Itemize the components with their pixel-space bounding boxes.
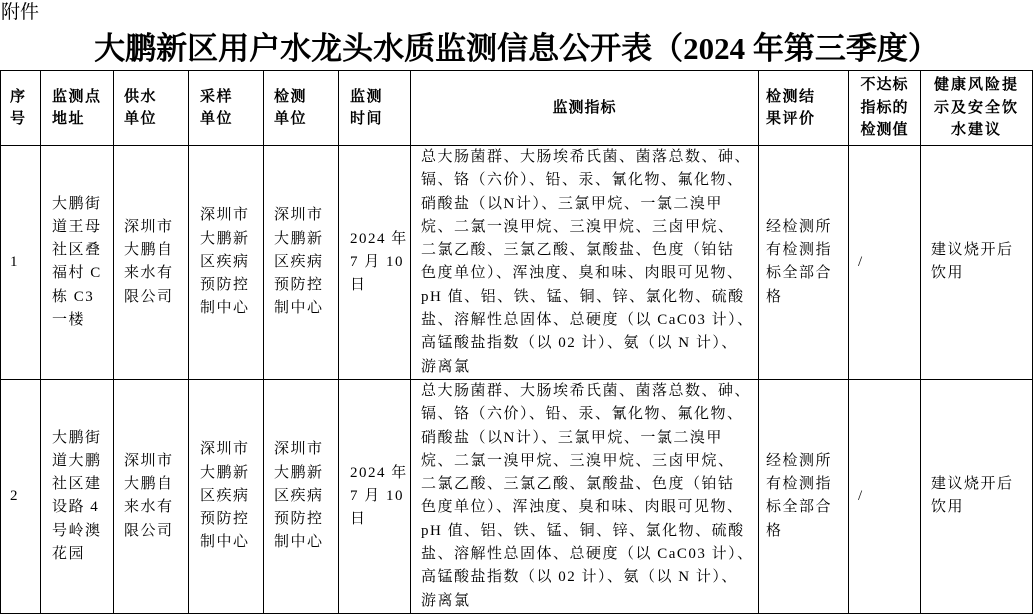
header-evaluation xyxy=(759,71,849,146)
text-line: 2024 年 xyxy=(350,464,408,481)
header-seq xyxy=(1,71,41,146)
header-line: 指标的 xyxy=(860,99,909,116)
text-line: 饮用 xyxy=(931,265,965,282)
table-row xyxy=(1,379,1033,613)
text-line: 总大肠菌群、大肠埃希氏菌、菌落总数、砷、 xyxy=(421,149,752,165)
text-line: 限公司 xyxy=(124,288,174,305)
cell-evaluation xyxy=(759,379,849,613)
text-line: 预防控 xyxy=(274,277,324,294)
cell-supplier xyxy=(114,379,189,613)
text-line: 深圳市 xyxy=(200,441,250,458)
text-line: 有检测指 xyxy=(766,242,833,259)
header-testing-unit xyxy=(264,71,339,146)
header-line: 监测指标 xyxy=(552,99,617,116)
header-line: 检测 xyxy=(274,88,308,105)
page-title: 大鹏新区用户水龙头水质监测信息公开表（2024 年第三季度） xyxy=(94,31,939,66)
text-line: 日 xyxy=(350,277,367,294)
cell-health-advice xyxy=(921,379,1033,613)
cell-sampling-unit xyxy=(189,379,264,613)
text-line: / xyxy=(858,487,864,504)
table-row xyxy=(1,146,1033,380)
cell-date xyxy=(339,146,411,380)
header-line: 检测结 xyxy=(766,88,816,105)
text-line: 大鹏街 xyxy=(52,195,102,212)
header-line: 果评价 xyxy=(766,111,816,127)
text-line: 区疾病 xyxy=(274,487,324,504)
water-quality-table xyxy=(0,70,1033,614)
text-line: 道大鹏 xyxy=(52,452,102,469)
cell-address xyxy=(41,146,114,380)
text-line: 制中心 xyxy=(200,300,250,317)
text-line: 镉、铬（六价）、铅、汞、氰化物、氟化物、 xyxy=(421,406,744,423)
text-line: 硝酸盐（以N计）、三氯甲烷、一氯二溴甲 xyxy=(421,429,723,446)
text-line: 大鹏自 xyxy=(124,476,174,493)
cell-date xyxy=(339,379,411,613)
text-line: 花园 xyxy=(52,546,86,563)
text-line: 建议烧开后 xyxy=(931,476,1014,493)
header-noncompliant-values xyxy=(849,71,921,146)
text-line: 预防控 xyxy=(274,511,324,528)
cell-indicators xyxy=(411,146,759,380)
header-line: 采样 xyxy=(200,88,234,105)
cell-seq xyxy=(1,146,41,380)
text-line: 高锰酸盐指数（以 02 计）、氨（以 N 计）、 xyxy=(421,335,738,352)
text-line: 硝酸盐（以N计）、三氯甲烷、一氯二溴甲 xyxy=(421,195,723,212)
cell-noncompliant-values xyxy=(849,146,921,380)
text-line: 大鹏新 xyxy=(200,464,250,481)
cell-address xyxy=(41,379,114,613)
text-line: 二氯乙酸、三氯乙酸、氯酸盐、色度（铂钴 xyxy=(421,242,735,259)
text-line: 格 xyxy=(766,522,783,539)
header-line: 时间 xyxy=(350,111,384,127)
header-line: 监测点 xyxy=(52,88,102,105)
header-line: 健康风险提 xyxy=(933,77,1019,94)
text-line: 预防控 xyxy=(200,277,250,294)
cell-noncompliant-values xyxy=(849,379,921,613)
text-line: 高锰酸盐指数（以 02 计）、氨（以 N 计）、 xyxy=(421,569,738,586)
text-line: 标全部合 xyxy=(766,265,833,282)
text-line: 大鹏新 xyxy=(274,230,324,247)
header-date xyxy=(339,71,411,146)
cell-seq xyxy=(1,379,41,613)
text-line: / xyxy=(858,253,864,270)
text-line: 制中心 xyxy=(200,534,250,551)
text-line: 一楼 xyxy=(52,312,86,329)
text-line: 栋 C3 xyxy=(52,288,95,305)
header-sampling-unit xyxy=(189,71,264,146)
text-line: 大鹏新 xyxy=(274,464,324,481)
cell-health-advice xyxy=(921,146,1033,380)
text-line: 大鹏新 xyxy=(200,230,250,247)
text-line: 预防控 xyxy=(200,511,250,528)
text-line: 游离氯 xyxy=(421,592,471,609)
text-line: 限公司 xyxy=(124,522,174,539)
text-line: 标全部合 xyxy=(766,499,833,516)
text-line: 制中心 xyxy=(274,300,324,317)
header-line: 单位 xyxy=(274,111,308,127)
text-line: 社区建 xyxy=(52,476,102,493)
header-line: 监测 xyxy=(350,88,384,105)
text-line: 深圳市 xyxy=(274,207,324,224)
text-line: 日 xyxy=(350,511,367,528)
text-line: 烷、二氯一溴甲烷、三溴甲烷、三卤甲烷、 xyxy=(421,218,735,235)
header-line: 供水 xyxy=(124,88,158,105)
text-line: 区疾病 xyxy=(200,253,250,270)
cell-supplier xyxy=(114,146,189,380)
text-line: 2024 年 xyxy=(350,230,408,247)
text-line: 区疾病 xyxy=(200,487,250,504)
text-line: 游离氯 xyxy=(421,358,471,375)
header-indicators xyxy=(411,71,759,146)
header-line: 水建议 xyxy=(950,122,1002,139)
header-health-advice xyxy=(921,71,1033,146)
cell-evaluation xyxy=(759,146,849,380)
text-line: 烷、二氯一溴甲烷、三溴甲烷、三卤甲烷、 xyxy=(421,452,735,469)
text-line: 道王母 xyxy=(52,218,102,235)
header-line: 地址 xyxy=(52,111,86,127)
text-line: 大鹏自 xyxy=(124,242,174,259)
text-line: 色度单位）、浑浊度、臭和味、肉眼可见物、 xyxy=(421,499,744,516)
text-line: 深圳市 xyxy=(274,441,324,458)
text-line: 经检测所 xyxy=(766,452,833,469)
text-line: 盐、溶解性总固体、总硬度（以 CaC03 计）、 xyxy=(421,546,754,563)
text-line: 深圳市 xyxy=(124,452,174,469)
text-line: 大鹏街 xyxy=(52,429,102,446)
cell-testing-unit xyxy=(264,146,339,380)
table-header-row xyxy=(1,71,1033,146)
text-line: pH 值、铝、铁、锰、铜、锌、氯化物、硫酸 xyxy=(421,522,745,539)
header-supplier xyxy=(114,71,189,146)
text-line: 格 xyxy=(766,288,783,305)
text-line: 总大肠菌群、大肠埃希氏菌、菌落总数、砷、 xyxy=(421,382,752,399)
header-address xyxy=(41,71,114,146)
text-line: 7 月 10 xyxy=(350,253,405,270)
header-line: 单位 xyxy=(124,111,158,127)
text-line: 7 月 10 xyxy=(350,487,405,504)
text-line: 来水有 xyxy=(124,265,174,282)
text-line: 有检测指 xyxy=(766,476,833,493)
attachment-label: 附件 xyxy=(1,2,40,23)
text-line: 饮用 xyxy=(931,499,965,516)
text-line: 盐、溶解性总固体、总硬度（以 CaC03 计）、 xyxy=(421,312,754,329)
text-line: 深圳市 xyxy=(200,207,250,224)
header-line: 不达标 xyxy=(860,77,909,94)
header-line: 号 xyxy=(10,111,27,127)
cell-sampling-unit xyxy=(189,146,264,380)
text-line: 设路 4 xyxy=(52,499,100,516)
text-line: 制中心 xyxy=(274,534,324,551)
cell-indicators xyxy=(411,379,759,613)
text-line: 色度单位）、浑浊度、臭和味、肉眼可见物、 xyxy=(421,265,744,282)
header-line: 检测值 xyxy=(860,122,909,139)
text-line: 经检测所 xyxy=(766,218,833,235)
text-line: 建议烧开后 xyxy=(931,242,1014,259)
text-line: 1 xyxy=(10,253,19,270)
text-line: 2 xyxy=(10,487,19,504)
text-line: 深圳市 xyxy=(124,218,174,235)
text-line: 区疾病 xyxy=(274,253,324,270)
text-line: 号岭澳 xyxy=(52,522,102,539)
text-line: 社区叠 xyxy=(52,242,102,259)
text-line: pH 值、铝、铁、锰、铜、锌、氯化物、硫酸 xyxy=(421,288,745,305)
header-line: 序 xyxy=(10,88,27,105)
header-line: 示及安全饮 xyxy=(933,99,1019,116)
text-line: 镉、铬（六价）、铅、汞、氰化物、氟化物、 xyxy=(421,172,744,189)
text-line: 来水有 xyxy=(124,499,174,516)
text-line: 福村 C xyxy=(52,265,102,282)
header-line: 单位 xyxy=(200,111,234,127)
text-line: 二氯乙酸、三氯乙酸、氯酸盐、色度（铂钴 xyxy=(421,476,735,493)
cell-testing-unit xyxy=(264,379,339,613)
